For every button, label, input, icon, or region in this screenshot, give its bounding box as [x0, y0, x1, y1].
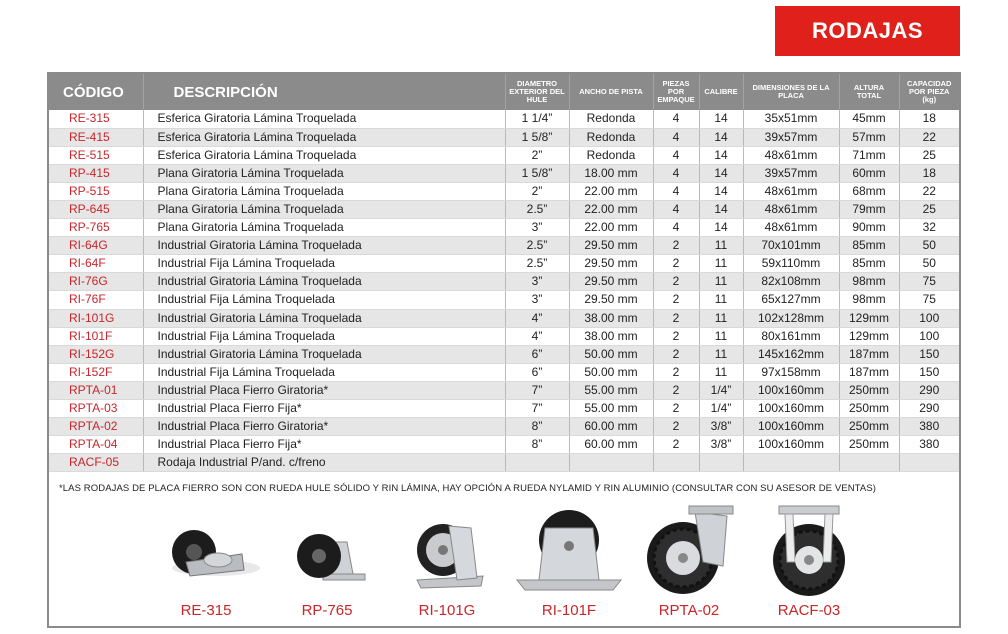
cell-calibre: 1/4” [699, 400, 743, 418]
table-row [49, 128, 959, 146]
cell-capacidad: 150 [899, 363, 959, 381]
cell-piezas: 2 [653, 381, 699, 399]
spec-table [49, 74, 959, 472]
cell-altura: 90mm [839, 219, 899, 237]
cell-calibre: 14 [699, 219, 743, 237]
cell-capacidad: 25 [899, 200, 959, 218]
cell-codigo: RE-515 [49, 146, 143, 164]
cell-calibre: 3/8” [699, 436, 743, 454]
cell-capacidad: 25 [899, 146, 959, 164]
cell-ancho: 38.00 mm [569, 309, 653, 327]
cell-diametro: 2” [505, 146, 569, 164]
cell-ancho: 29.50 mm [569, 255, 653, 273]
table-row [49, 146, 959, 164]
cell-altura: 187mm [839, 363, 899, 381]
cell-codigo: RI-152G [49, 345, 143, 363]
cell-dimensiones: 48x61mm [743, 200, 839, 218]
cell-codigo: RI-101F [49, 327, 143, 345]
cell-capacidad: 22 [899, 182, 959, 200]
cell-codigo: RI-76F [49, 291, 143, 309]
cell-calibre: 11 [699, 255, 743, 273]
cell-dimensiones: 100x160mm [743, 381, 839, 399]
cell-codigo: RPTA-01 [49, 381, 143, 399]
cell-descripcion: Industrial Giratoria Lámina Troquelada [143, 237, 505, 255]
cell-descripcion: Industrial Placa Fierro Giratoria* [143, 418, 505, 436]
cell-descripcion: Plana Giratoria Lámina Troquelada [143, 200, 505, 218]
cell-dimensiones: 48x61mm [743, 219, 839, 237]
cell-calibre: 14 [699, 146, 743, 164]
product-racf-03 [749, 502, 869, 626]
cell-diametro: 4” [505, 309, 569, 327]
cell-descripcion: Industrial Fija Lámina Troquelada [143, 363, 505, 381]
product-rpta-02 [629, 502, 749, 626]
cell-altura: 250mm [839, 400, 899, 418]
cell-piezas: 2 [653, 273, 699, 291]
cell-calibre: 3/8” [699, 418, 743, 436]
cell-piezas: 4 [653, 146, 699, 164]
cell-altura: 129mm [839, 327, 899, 345]
cell-diametro: 2.5” [505, 237, 569, 255]
cell-diametro: 7” [505, 381, 569, 399]
cell-calibre: 14 [699, 182, 743, 200]
cell-codigo: RI-101G [49, 309, 143, 327]
cell-capacidad: 150 [899, 345, 959, 363]
col-header-calibre: CALIBRE [699, 74, 743, 110]
cell-ancho: Redonda [569, 110, 653, 128]
table-row [49, 237, 959, 255]
cell-codigo: RP-415 [49, 164, 143, 182]
caster-small-swivel-icon [267, 502, 387, 602]
product-rp-765 [267, 502, 387, 626]
cell-ancho: 29.50 mm [569, 291, 653, 309]
cell-dimensiones: 35x51mm [743, 110, 839, 128]
cell-capacidad: 75 [899, 291, 959, 309]
cell-altura: 85mm [839, 255, 899, 273]
cell-ancho [569, 454, 653, 472]
cell-diametro: 2” [505, 182, 569, 200]
cell-codigo: RI-76G [49, 273, 143, 291]
cell-descripcion: Esferica Giratoria Lámina Troquelada [143, 146, 505, 164]
cell-capacidad: 380 [899, 436, 959, 454]
cell-calibre [699, 454, 743, 472]
cell-ancho: 38.00 mm [569, 327, 653, 345]
cell-descripcion: Rodaja Industrial P/and. c/freno [143, 454, 505, 472]
cell-ancho: 55.00 mm [569, 400, 653, 418]
cell-altura: 250mm [839, 436, 899, 454]
cell-ancho: 50.00 mm [569, 363, 653, 381]
cell-altura: 187mm [839, 345, 899, 363]
cell-dimensiones: 48x61mm [743, 182, 839, 200]
cell-altura: 60mm [839, 164, 899, 182]
cell-piezas: 4 [653, 182, 699, 200]
cell-codigo: RP-645 [49, 200, 143, 218]
product-ri-101f [509, 502, 629, 626]
cell-calibre: 14 [699, 200, 743, 218]
cell-calibre: 14 [699, 110, 743, 128]
cell-codigo: RE-315 [49, 110, 143, 128]
table-header-row [49, 74, 959, 110]
product-ri-101g [387, 502, 507, 626]
cell-piezas: 4 [653, 219, 699, 237]
cell-dimensiones [743, 454, 839, 472]
cell-descripcion: Industrial Giratoria Lámina Troquelada [143, 345, 505, 363]
cell-piezas: 4 [653, 164, 699, 182]
cell-piezas: 2 [653, 436, 699, 454]
cell-codigo: RP-765 [49, 219, 143, 237]
table-row [49, 436, 959, 454]
cell-capacidad: 32 [899, 219, 959, 237]
cell-dimensiones: 145x162mm [743, 345, 839, 363]
table-row [49, 255, 959, 273]
cell-codigo: RPTA-03 [49, 400, 143, 418]
caster-rigid-icon [509, 502, 629, 602]
cell-descripcion: Plana Giratoria Lámina Troquelada [143, 182, 505, 200]
cell-ancho: 22.00 mm [569, 182, 653, 200]
cell-dimensiones: 59x110mm [743, 255, 839, 273]
cell-ancho: Redonda [569, 128, 653, 146]
cell-piezas: 2 [653, 255, 699, 273]
cell-ancho: 22.00 mm [569, 200, 653, 218]
cell-calibre: 11 [699, 273, 743, 291]
table-row [49, 400, 959, 418]
table-row [49, 418, 959, 436]
cell-calibre: 11 [699, 291, 743, 309]
col-header-codigo: CÓDIGO [49, 74, 143, 110]
col-header-piezas: PIEZAS POR EMPAQUE [653, 74, 699, 110]
cell-codigo: RI-64G [49, 237, 143, 255]
cell-codigo: RPTA-04 [49, 436, 143, 454]
product-label: RP-765 [301, 602, 353, 619]
cell-codigo: RPTA-02 [49, 418, 143, 436]
cell-diametro: 1 5/8” [505, 164, 569, 182]
product-re-315 [146, 502, 266, 626]
cell-ancho: 60.00 mm [569, 418, 653, 436]
cell-diametro: 8” [505, 418, 569, 436]
caster-swivel-icon [387, 502, 507, 602]
cell-altura: 68mm [839, 182, 899, 200]
cell-capacidad: 22 [899, 128, 959, 146]
col-header-descripcion: DESCRIPCIÓN [143, 74, 505, 110]
product-label: RI-101G [418, 602, 476, 619]
table-row [49, 219, 959, 237]
cell-piezas: 2 [653, 363, 699, 381]
cell-descripcion: Industrial Placa Fierro Giratoria* [143, 381, 505, 399]
cell-diametro: 7” [505, 400, 569, 418]
cell-descripcion: Industrial Giratoria Lámina Troquelada [143, 273, 505, 291]
cell-dimensiones: 39x57mm [743, 128, 839, 146]
cell-dimensiones: 97x158mm [743, 363, 839, 381]
cell-diametro: 3” [505, 219, 569, 237]
cell-altura: 57mm [839, 128, 899, 146]
cell-ancho: 50.00 mm [569, 345, 653, 363]
cell-capacidad: 290 [899, 400, 959, 418]
cell-piezas: 2 [653, 400, 699, 418]
spec-table-body [49, 110, 959, 472]
cell-diametro: 6” [505, 363, 569, 381]
cell-calibre: 11 [699, 363, 743, 381]
table-row [49, 182, 959, 200]
col-header-altura: ALTURA TOTAL [839, 74, 899, 110]
product-label: RI-101F [541, 602, 597, 619]
cell-descripcion: Plana Giratoria Lámina Troquelada [143, 164, 505, 182]
cell-descripcion: Industrial Placa Fierro Fija* [143, 436, 505, 454]
cell-ancho: 18.00 mm [569, 164, 653, 182]
cell-capacidad: 100 [899, 309, 959, 327]
cell-altura: 85mm [839, 237, 899, 255]
cell-calibre: 11 [699, 237, 743, 255]
cell-descripcion: Industrial Placa Fierro Fija* [143, 400, 505, 418]
col-header-diametro: DIAMETRO EXTERIOR DEL HULE [505, 74, 569, 110]
cell-dimensiones: 100x160mm [743, 436, 839, 454]
catalog-frame [47, 72, 961, 628]
cell-descripcion: Esferica Giratoria Lámina Troquelada [143, 110, 505, 128]
product-label: RPTA-02 [658, 602, 720, 619]
cell-diametro: 3” [505, 291, 569, 309]
table-row [49, 291, 959, 309]
table-row [49, 345, 959, 363]
cell-dimensiones: 82x108mm [743, 273, 839, 291]
cell-altura: 250mm [839, 418, 899, 436]
cell-descripcion: Industrial Fija Lámina Troquelada [143, 291, 505, 309]
cell-piezas: 2 [653, 291, 699, 309]
cell-descripcion: Industrial Fija Lámina Troquelada [143, 327, 505, 345]
caster-pneumatic-rigid-icon [749, 502, 869, 602]
cell-altura: 45mm [839, 110, 899, 128]
cell-calibre: 11 [699, 309, 743, 327]
cell-diametro [505, 454, 569, 472]
cell-diametro: 1 5/8” [505, 128, 569, 146]
footnote: *LAS RODAJAS DE PLACA FIERRO SON CON RUEDA HULE SÓLIDO Y RIN LÁMINA, HAY OPCIÓN A RUEDA NYLAMID Y RIN ALUMINIO (CONSULTAR CON SU ASESOR DE VENTAS) [59, 483, 877, 494]
cell-piezas: 4 [653, 128, 699, 146]
cell-descripcion: Plana Giratoria Lámina Troquelada [143, 219, 505, 237]
cell-capacidad [899, 454, 959, 472]
cell-codigo: RI-64F [49, 255, 143, 273]
cell-descripcion: Esferica Giratoria Lámina Troquelada [143, 128, 505, 146]
product-label: RE-315 [180, 602, 232, 619]
table-row [49, 309, 959, 327]
cell-diametro: 4” [505, 327, 569, 345]
cell-piezas [653, 454, 699, 472]
cell-dimensiones: 65x127mm [743, 291, 839, 309]
cell-dimensiones: 70x101mm [743, 237, 839, 255]
title-banner: RODAJAS [775, 6, 960, 56]
cell-calibre: 14 [699, 128, 743, 146]
cell-capacidad: 75 [899, 273, 959, 291]
cell-diametro: 1 1/4” [505, 110, 569, 128]
cell-ancho: 60.00 mm [569, 436, 653, 454]
cell-diametro: 6” [505, 345, 569, 363]
cell-piezas: 2 [653, 345, 699, 363]
col-header-capacidad: CAPACIDAD POR PIEZA (kg) [907, 79, 952, 104]
cell-altura: 98mm [839, 291, 899, 309]
cell-altura: 98mm [839, 273, 899, 291]
cell-altura: 79mm [839, 200, 899, 218]
cell-capacidad: 50 [899, 237, 959, 255]
cell-ancho: Redonda [569, 146, 653, 164]
cell-capacidad: 18 [899, 110, 959, 128]
cell-calibre: 11 [699, 345, 743, 363]
cell-capacidad: 100 [899, 327, 959, 345]
product-label: RACF-03 [777, 602, 841, 619]
caster-ball-swivel-icon [146, 502, 266, 602]
cell-dimensiones: 80x161mm [743, 327, 839, 345]
cell-piezas: 4 [653, 110, 699, 128]
product-images [49, 502, 959, 626]
col-header-ancho: ANCHO DE PISTA [569, 74, 653, 110]
cell-diametro: 2.5” [505, 255, 569, 273]
cell-capacidad: 380 [899, 418, 959, 436]
caster-pneumatic-swivel-icon [629, 502, 749, 602]
cell-codigo: RP-515 [49, 182, 143, 200]
cell-codigo: RE-415 [49, 128, 143, 146]
cell-calibre: 1/4” [699, 381, 743, 399]
cell-ancho: 29.50 mm [569, 237, 653, 255]
cell-piezas: 2 [653, 237, 699, 255]
cell-capacidad: 50 [899, 255, 959, 273]
cell-codigo: RI-152F [49, 363, 143, 381]
cell-piezas: 4 [653, 200, 699, 218]
cell-capacidad: 18 [899, 164, 959, 182]
cell-dimensiones: 100x160mm [743, 418, 839, 436]
cell-dimensiones: 39x57mm [743, 164, 839, 182]
cell-dimensiones: 102x128mm [743, 309, 839, 327]
cell-capacidad: 290 [899, 381, 959, 399]
table-row [49, 381, 959, 399]
cell-piezas: 2 [653, 327, 699, 345]
cell-altura [839, 454, 899, 472]
cell-descripcion: Industrial Fija Lámina Troquelada [143, 255, 505, 273]
table-row [49, 363, 959, 381]
cell-dimensiones: 100x160mm [743, 400, 839, 418]
cell-codigo: RACF-05 [49, 454, 143, 472]
cell-calibre: 11 [699, 327, 743, 345]
cell-altura: 71mm [839, 146, 899, 164]
cell-piezas: 2 [653, 418, 699, 436]
table-row [49, 327, 959, 345]
cell-ancho: 29.50 mm [569, 273, 653, 291]
cell-diametro: 2.5” [505, 200, 569, 218]
cell-descripcion: Industrial Giratoria Lámina Troquelada [143, 309, 505, 327]
table-row [49, 110, 959, 128]
table-row [49, 164, 959, 182]
cell-dimensiones: 48x61mm [743, 146, 839, 164]
cell-ancho: 22.00 mm [569, 219, 653, 237]
col-header-dimensiones: DIMENSIONES DE LA PLACA [743, 74, 839, 110]
cell-diametro: 8” [505, 436, 569, 454]
cell-altura: 129mm [839, 309, 899, 327]
cell-ancho: 55.00 mm [569, 381, 653, 399]
cell-altura: 250mm [839, 381, 899, 399]
cell-calibre: 14 [699, 164, 743, 182]
table-row [49, 273, 959, 291]
table-row [49, 454, 959, 472]
cell-diametro: 3” [505, 273, 569, 291]
cell-piezas: 2 [653, 309, 699, 327]
table-row [49, 200, 959, 218]
